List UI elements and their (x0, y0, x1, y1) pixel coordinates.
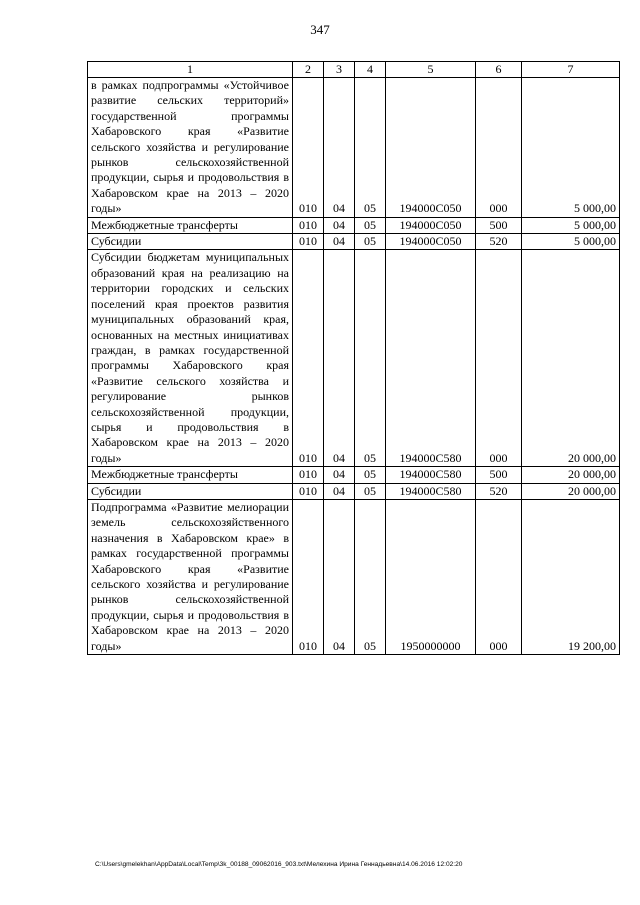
cell-target-code: 194000С050 (386, 78, 476, 218)
cell-expense-type: 500 (476, 467, 522, 483)
cell-ministry: 010 (293, 217, 324, 233)
column-header: 2 (293, 62, 324, 78)
cell-subsection: 05 (355, 234, 386, 250)
row-name: Субсидии (88, 483, 293, 499)
row-name: Межбюджетные трансферты (88, 217, 293, 233)
cell-target-code: 194000С580 (386, 467, 476, 483)
cell-ministry: 010 (293, 499, 324, 654)
row-name: Подпрограмма «Развитие мелиорации земель сельскохозяйственного назначения в Хабаровском крае» в рамках государственной программы Хабаровского края «Развитие сельского хозяйства и регулирование рынков сельскохозяйственной продукции, сырья и продовольствия в Хабаровском крае на 2013 – 2020 годы» (88, 499, 293, 654)
cell-amount: 5 000,00 (522, 217, 620, 233)
row-name: Субсидии (88, 234, 293, 250)
cell-expense-type: 000 (476, 78, 522, 218)
cell-subsection: 05 (355, 467, 386, 483)
cell-section: 04 (324, 234, 355, 250)
cell-subsection: 05 (355, 78, 386, 218)
cell-ministry: 010 (293, 483, 324, 499)
cell-expense-type: 520 (476, 234, 522, 250)
cell-target-code: 194000С580 (386, 250, 476, 467)
table-row (88, 467, 620, 483)
cell-section: 04 (324, 467, 355, 483)
cell-ministry: 010 (293, 467, 324, 483)
cell-ministry: 010 (293, 234, 324, 250)
column-header: 1 (88, 62, 293, 78)
cell-target-code: 194000С050 (386, 217, 476, 233)
row-name: Субсидии бюджетам муниципальных образований края на реализацию на территории городских и сельских поселений края проектов развития муниципальных образований края, основанных на местных инициативах граждан, в рамках государственной программы Хабаровского края «Развитие сельского хозяйства и регулирование рынков сельскохозяйственной продукции, сырья и продовольствия в Хабаровском крае на 2013 – 2020 годы» (88, 250, 293, 467)
table-row (88, 78, 620, 218)
file-path-footer: C:\Users\gmelekhan\AppData\Local\Temp\3k_00188_09062016_903.txt\Мелехина Ирина Геннадьевна\14.06.2016 12:02:20 (95, 861, 463, 868)
cell-amount: 20 000,00 (522, 483, 620, 499)
cell-section: 04 (324, 217, 355, 233)
table-row (88, 217, 620, 233)
cell-section: 04 (324, 250, 355, 467)
cell-amount: 5 000,00 (522, 234, 620, 250)
table-row (88, 483, 620, 499)
budget-table (87, 61, 620, 655)
row-name: Межбюджетные трансферты (88, 467, 293, 483)
cell-ministry: 010 (293, 78, 324, 218)
row-name: в рамках подпрограммы «Устойчивое развитие сельских территорий» государственной программы Хабаровского края «Развитие сельского хозяйства и регулирование рынков сельскохозяйственной продукции, сырья и продовольствия в Хабаровском крае на 2013 – 2020 годы» (88, 78, 293, 218)
column-header: 6 (476, 62, 522, 78)
cell-amount: 19 200,00 (522, 499, 620, 654)
cell-amount: 5 000,00 (522, 78, 620, 218)
cell-amount: 20 000,00 (522, 467, 620, 483)
cell-subsection: 05 (355, 483, 386, 499)
page-number: 347 (310, 22, 330, 37)
cell-section: 04 (324, 483, 355, 499)
cell-target-code: 194000С050 (386, 234, 476, 250)
cell-expense-type: 500 (476, 217, 522, 233)
cell-ministry: 010 (293, 250, 324, 467)
header-row (88, 62, 620, 78)
column-header: 7 (522, 62, 620, 78)
cell-expense-type: 000 (476, 499, 522, 654)
cell-subsection: 05 (355, 250, 386, 467)
table-row (88, 499, 620, 654)
cell-subsection: 05 (355, 217, 386, 233)
cell-subsection: 05 (355, 499, 386, 654)
column-header: 5 (386, 62, 476, 78)
column-header: 4 (355, 62, 386, 78)
cell-target-code: 194000С580 (386, 483, 476, 499)
table-row (88, 234, 620, 250)
cell-expense-type: 520 (476, 483, 522, 499)
cell-amount: 20 000,00 (522, 250, 620, 467)
column-header: 3 (324, 62, 355, 78)
cell-section: 04 (324, 499, 355, 654)
cell-expense-type: 000 (476, 250, 522, 467)
cell-target-code: 1950000000 (386, 499, 476, 654)
table-row (88, 250, 620, 467)
cell-section: 04 (324, 78, 355, 218)
